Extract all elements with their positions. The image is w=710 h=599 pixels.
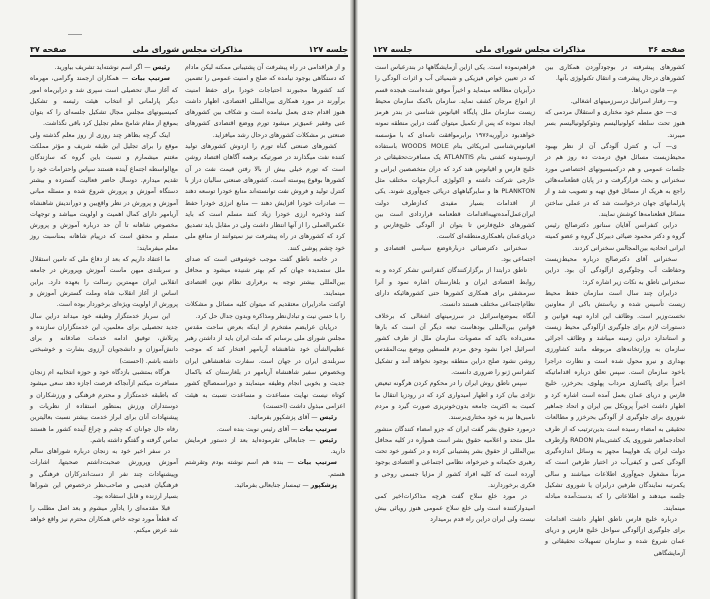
list-item: م— قانون دریاها. bbox=[631, 86, 677, 94]
paragraph: درباره خلیج فارس ناطق اظهار داشت اقدامات برای جلوگیری ازآلودگی سواحل خلیج فارس و دریای عمان شروع شده و سازمان تسهیلات تحقیقاتی و آزمایشگاهی bbox=[545, 515, 685, 557]
dialogue-line: رئیس — آقای پزشکپور بفرمائید. bbox=[248, 414, 337, 422]
running-title: مذاکرات مجلس شورای ملی bbox=[132, 45, 243, 54]
dialogue-line: سرتیپ بیات — همکاران ارجمند وگرامی، مهرماه که آغاز سال تحصیلی است سپری شد و دراین‌ماه امور دیگر پارلمانی او انتخاب هیئت رئیسه و تشکیل کمیسیونهای مجلس مجال تشکیل جلسه‌ای را که بتوان بموقع از مقام شامخ معلم تجلیل کرد باقی نگذاشت. bbox=[30, 75, 178, 128]
left-page-column-right bbox=[185, 62, 345, 491]
page-label: صفحه ۳۶ bbox=[648, 45, 685, 54]
right-page bbox=[355, 0, 710, 599]
binding-gutter bbox=[350, 0, 358, 599]
page-label: صفحه ۳۷ bbox=[30, 45, 67, 54]
paragraph: درمورد حقوق بشر گفت ایران که جزو امضاء کنندگان منشور ملل متحد و اعلامیه حقوق بشر است همواره در کلیه محافل بین‌المللی از حقوق بشر پشتیبانی کرده و در کشور خود تحت رهبری حکیمانه و خیرخواه، نظامی اجتماعی و اقتصادی بوجود آورده است که کلیه افراد کشور از مزایا جسمی روحی و فکری برخوردارند. bbox=[375, 425, 535, 489]
paragraph: در سفر اخیر خود به زنجان درباره شوراهای سالم آموزش وپرورش صحبت‌داشتم صحبتها، اشارات وپیشنهادات چند نفر از دست‌اندرکاران فرهنگی و فرهنگیان قدیمی و صاحب‌نظر درخصوص این شوراها بسیار ارزنده و قابل استفاده بود. bbox=[30, 448, 178, 501]
paragraph: دراین کنفرانس آقایان سناتور دکترصالح رئیس گروه و دکتر محمود ضیائی دبیرکل گروه و عضو کمیته ایرانی اتحادیه بین‌المجالس سخنرانی کردند. bbox=[545, 222, 685, 252]
paragraph: کشورهای صنعتی گناه تورم را ازدوش کشورهای تولید کننده نفت میگذارند در صورتیکه برهمه آگاهان اقتصاد روشن است که تورم خیلی بیش از بالا رفتن قیمت نفت در آن کشورها بوقوع پیوسته است. کشورهای صنعتی سالیان دراز با کنترل تولید و فروش نفت توانسته‌اند منابع خودرا توسعه دهند — صادرات خودرا افزایش دهند — منابع انرژی خودرا حفظ کنند وذخیره ارزی خودرا زیاد کنند مسلم است که باید عکس‌العملی را از آنها انتظار داشت ولی در مقابل باید تصدیق کرد که کشورهای در راه پیشرفت نیز نمیتوانند از منافع ملی خود چشم پوشی کنند. bbox=[185, 143, 345, 252]
speaker-name: سرتیپ بیات bbox=[297, 459, 337, 467]
paragraph: هرگاه بمتشبی بازدگاه خود و حوزه انتخابیه ام زنجان مسافرت میکنم ازآنجاکه فرصت اجازه دهد سعی میشود که باطبقه خدمتگزار و محترم فرهنگی و ورزشکاران و دوستداران ورزش بمنظور استفاده از نظریات و پیشنهادات آنان برای ابراز خدمت بیشتر نسبت بعالیترین رفاه حال جوانان که چشم و چراغ آینده کشور ما هستند تماس گرفته و گفتگو داشته باشم. bbox=[30, 369, 178, 444]
paragraph: اینک گرچه بظاهر چند روزی از روز معلم گذشته ولی موقع را برای تجلیل این طبقه شریف و مؤثر مملکت مغتنم میشمارم و نسبت باین گروه که سازندگان مع‌الواسطه اجتماع آینده هستند سپاس واحترامات خود را تقدیم میدارم. دوسال حاضر فعالیت گسترده و بیشتر دستگاه آموزش و پرورش شروع شده و مسئله مبانی آموزش و پرورش در نظر واقع‌بین و دوراندیش شاهنشاه آریامهر دارای کمال اهمیت و اولویت میباشد و توجهات مخصوص شاهانه تا آن حد درباره آموزش و پرورش مسلم و محقق است که درپیام شاهانه بمناسبت روز معلم میفرمایند: bbox=[30, 131, 178, 252]
speaker-name: رئیس bbox=[319, 436, 337, 444]
dialogue-line: پزشکپور — تیمسار جنابعالی بفرمائید. bbox=[234, 481, 337, 489]
dialogue-line: سرتیپ بیات — آقای رئیس نوبت بنده است. bbox=[216, 425, 337, 433]
running-title: مذاکرات مجلس شورای ملی bbox=[475, 45, 586, 54]
dialogue-line: سرتیپ بیات — بنده هم اسم نوشته بودم وتقرشتم هستم. bbox=[185, 459, 345, 478]
right-page-header bbox=[373, 38, 685, 54]
left-page-header bbox=[30, 38, 348, 54]
list-item: ی— آب و کنترل آلودگی آن از نظر بهبود محیط‌زیست مسائل فوق درمدت ده روز هم در جلسات عمومی و هم درکمیسیونهای اختصاصی مورد سخنرانی و بحث قرارگرفت و در پایان قطعنامه‌هائی راجع به هریک از مسائل فوق تهیه و تصویب شد و از پارلمانهای جهان درخواست شد که در عملی ساختن مسائل قطعنامه‌ها کوشش نمایند. bbox=[545, 143, 685, 218]
session-label: جلسه ۱۲۷ bbox=[373, 45, 413, 54]
paragraph: آنگاه بموضع‌اسرائیل در سرزمینهای اشغالی که برخلاف قوانین بین‌المللی بودهاست تبعه دیگر آن است که بارها معنی‌داده باکید که مصوبات سازمان ملل از طرف کشور اسرائیل اجرا نشود وحق مردم فلسطین ووضع بیت‌المقدس روشن نشود صلح دراین منطقه بوجود نخواهد آمد و تشکیل کنفرانس ژنو را ضروری دانست. bbox=[375, 312, 535, 377]
list-item: و— رفتار اسرائیل درسرزمینهای اشغالی. bbox=[570, 97, 677, 105]
speaker-name: رئیس bbox=[319, 414, 337, 422]
paragraph: این سرباز خدمتگزار وظیفه خود میداند دراین سال جدید تحصیلی برای معلمین، این خدمتگزاران سازنده و پرتلاش، توفیق ادامه خدمات صادقانه و برای دانش‌آموزان و دانشجویان آرزوی بشارت و خوشبختی داشته باشم. (احسنت) bbox=[30, 312, 178, 365]
speaker-name: رئیس bbox=[152, 64, 170, 71]
paragraph: درایران چند سال است سازمان حفظ محیط زیست تأسیس شده و ریاستش باکی از معاونین نخست‌وزیر است. وظائف این اداره تهیه قوانین و دستورات لازم برای جلوگیری ازآلودگی محیط زیست و استاندارد دراین زمینه میباشد و وظائف اجرائی سازمان به وزارتخانه‌های مربوطه مانند کشاورزی بهداری و نیرو محول شده است و نظارت دراجرا باخود سازمان است. سپس تعلق درباره اقداماتیکه اخیراً برای پاکسازی مرداب پهلوی، بحرخزر، خلیج فارس و دریای عمان بعمل آمده است اشاره کرد و اظهار داشت اخیراً پروتکل بین ایران و اتحاد جماهیر شوروی برای جلوگیری از آلودگی بحرخزر و مطالعات تحقیقی به امضاء رسیده است بدین‌ترتیب که از طرف اتحادجماهیر شوروی یک کشتی‌بنام RADON وازطرف دولت ایران یک هواپیما مجهز به وسائل اندازه‌گیری آلودگی کمی و کیفی‌آب در اختیار طرفین است که مرتباً مشغول جمع‌آوری اطلاعات میباشند و سالی یکمرتبه نمایندگان طرفین درایران یا شوروی تشکیل جلسه میدهند و اطلاعاتی را که بدست‌آمده مبادله مینمایند. bbox=[545, 289, 685, 512]
scan-mark bbox=[68, 34, 82, 35]
paragraph: فراهم‌نموده است. یکی ازاین آزمایشگاهها در بندرعباس است که در تعیین خواص فیزیکی و شیمیائی آب و اثرات آلودگی را درآبزیان مطالعه مینماید و اخیراً موفق شده‌است هیجده قسم از انواع مرجان کشف نماید. سازمان باکمک سازمان محیط زیست سازمان ملل پایگاه اقیانوس شناسی در بندر هرمز ایجاد نموده که پس از تکمیل میتوان گفت دراین منطقه نمونه خواهدبود درآوریه‌۱۹۷۶ برابرموافقت نامه‌ای که با مؤسسه اقیانوس‌شناسی امریکائی بنام WOODS MOLE باستفاده ازوسیدونه کشتی بنام ATLANTIS یک مسافرت‌تحقیقاتی در خلیج فارس و اقیانوس هند کرد که دران متخصصین ایرانی و خارجی شرکت داشته و اکولوژی آب‌ازجهات مختلف مثل PLANKTON ها و سایرگیاههای دریائی جمع‌آوری شوند. یکی از اقدامات بسیار مفیدی که‌ازطرف دولت ایران‌عمل‌آمده‌تهیه‌اقدامات قطعنامه قرارداد‌ی است بین کشورهای خلیج‌فارس تا بتوان از آلودگی خلیج‌فارس و دریای‌عمان باهمکاری‌منطقه‌ای کاست. bbox=[375, 64, 535, 241]
header-rule bbox=[373, 55, 685, 57]
list-item: ی— حق مسلم خود مختاری و استقلال مردمی که هنوز تحت سلطه کولونیالیسم ونئوکولونیالیسم بسر میبرند. bbox=[545, 109, 685, 139]
paragraph: سخنرانی آقای دکترصالح درباره محیط‌زیست وحفاظت آب وجلوگیری ازآلودگی آن بود. دراین سخنرانی ناطق به نکات زیر اشاره کرد: bbox=[545, 256, 685, 286]
paragraph: قبلا مقدمه‌ای را یادآور میشوم و بعد اصل مطلب را که قطعاً مورد توجه خاص همکاران محترم نیز واقع خواهد شد عرض میکنم. bbox=[30, 504, 178, 535]
speaker-name: سرتیپ بیات bbox=[299, 425, 337, 433]
paragraph: سپس ناطق روش ایران را در محکوم کردن هرگونه تبعیض نژادی بیان کرد و اظهار امیدواری کرد که در رودزیا انتقال ما کمیت به اکثریت جامعه بدون‌خونریزی صورت گیرد و مردم نامبی‌ها نیز به خود مختاری‌برسند. bbox=[375, 380, 535, 422]
paragraph: در خاتمه ناطق گفت موجب خوشوقتی است که صدای ملل ستمدیده جهان کم کم بهتر شنیده میشود و محافل بین‌المللی بیشتر توجه به برقراری نظام نوین اقتصادی مینمایند. bbox=[185, 256, 345, 297]
right-page-column-left bbox=[375, 62, 535, 525]
dialogue-line: رئیس — جنابعالی تقرموده‌اید بعد از دستور فرمایش دارید. bbox=[185, 436, 345, 456]
speaker-name: پزشکپور bbox=[310, 481, 337, 489]
paragraph: و از هراقدامی در راه پیشرفت آن پشتیبانی ممکنه لیکن مادام که دستگاهی بوجود نیامده که صلح و امنیت عمومی را تضمین کند کشورها مجبورند احتیاجات خودرا برای حفظ امنیت برآورند در مورد همکاری بین‌المللی اقتصادی، اظهار داشت هنوز اقدام جدی بعمل نیامده است و شکاف بین کشورهای غنی وفقیر عمیق‌تر میشود تورم ووضع اقتصادی کشورهای صنعتی بر مشکلات کشورهای درحال رشد میافزاید. bbox=[185, 64, 345, 139]
speaker-name: سرتیپ بیات bbox=[131, 75, 170, 83]
right-page-column-right bbox=[545, 62, 685, 559]
paragraph: درپایان عرایضم مفتخرم از اینکه بعرض ساحت مقدس مجلس شورای ملی برسانم که ملت ایران باید از داشتن رهبر عظیم‌الشأن خود شاهنشاه آریامهر افتخار کند که موجب سربلندی ایران در جهان است. سفارت شاهنشاهی ایران وبخصوص سفیر شاهنشاه آریامهر در بلغارستان که باکمال جدیت و بخوبی انجام وظیفه مینمایند و دوراسمصالح کشور کوتاه نیست نهایت مساعدت و مساعدت نسبت به هیئت اعزامی مبذول داشت (احسنت) bbox=[185, 323, 345, 410]
header-rule bbox=[30, 55, 348, 57]
left-page-column-left bbox=[30, 62, 178, 536]
paragraph: کشورهای پیشرفته در بوجودآوردن همکاری بین کشورهای درحال پیشرفت و انتقال تکنولوژی بآنها. bbox=[545, 64, 685, 83]
paragraph: سخنرانی دکترضیائی دربارهٔ‌وضع سیاسی اقتصادی و اجتماعی بود. bbox=[375, 244, 535, 264]
paragraph: ناطق درابتدا از برگزارکنندگان کنفرانس تشکر کرده و به روابط اقتصادی ایران و بلغارستان اشاره نمود و آنرا سرمشقی برای همکاری کشورها حتی کشورهائیکه دارای نظام‌اجتماعی مختلف هستند دانست. bbox=[375, 267, 535, 309]
dialogue-line: رئیس — اگر اسم نوشته‌اید تشریف بیاورید. bbox=[54, 64, 170, 71]
paragraph: ما اعتقاد داریم که بعد از دفاع ملی که تامین استقلال و سربلندی میهن ماست آموزش وپرورش در جامعه انقلابی ایران مهمترین رسالت را بعهده دارد. براین اساس از آغاز انقلاب شاه ‌وملت گسترش آموزش و پرورش از اولویت ویژه‌ای برخوردار بوده است. bbox=[30, 256, 178, 309]
session-label: جلسه ۱۲۷ bbox=[308, 45, 348, 54]
paragraph: اوکتت مادرایران معتقدیم که میتوان کلیه مسائل و مشکلات را با حسن نیت و تبادل‌نظر ومذاکره وبدون جدال حل کرد. bbox=[185, 301, 345, 320]
paragraph: در مورد خلع سلاح گفت هرچه مذاکرات‌اخیر کمی امیدوارکننده است ولی خلع سلاح عمومی هنوز رویائی بیش نیست ولی ایران دراین راه قدم برمیدارد bbox=[375, 493, 535, 523]
